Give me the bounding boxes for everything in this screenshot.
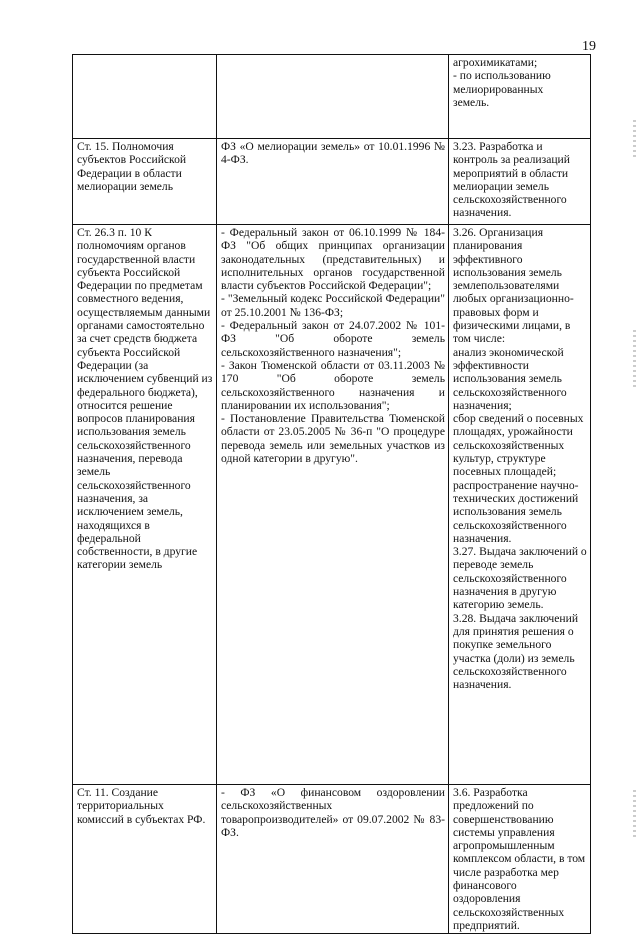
powers-item: 3.26. Организация планирования эффективного использования земель землепользователями любых организационно-правовых форм и физическими лицами, в том числе:: [453, 226, 574, 346]
scan-noise-top: [633, 120, 636, 160]
table-row: [73, 785, 591, 934]
powers-item: - по использованию: [453, 69, 551, 83]
table-row: [73, 55, 591, 139]
legislation-item: ФЗ «О мелиорации земель» от 10.01.1996 № 4-ФЗ.: [221, 140, 448, 167]
legislation-cell: [217, 55, 449, 139]
powers-cell: [449, 225, 591, 785]
article-cell: Ст. 26.3 п. 10 К полномочиям органов государственной власти субъекта Российской Федерации по предметам совместного ведения, осуществляемым данными органами самостоятельно за счет средств бюджета субъекта Российской Федерации (за исключением субвенций из федерального бюджета), относится решение вопросов планирования использования земель сельскохозяйственного назначения, перевода земель сельскохозяйственного назначения, за исключением земель, находящихся в федеральной собственности, в другие категории земель: [73, 225, 217, 785]
legislation-item: - ФЗ «О финансовом оздоровлении сельскохозяйственных товаропроизводителей» от 09.07.2002 № 83-ФЗ.: [221, 786, 448, 839]
powers-item: 3.27. Выдача заключений о переводе земель сельскохозяйственного назначения в другую категорию земель.: [453, 545, 590, 612]
powers-item: 3.28. Выдача заключений для принятия решения о покупке земельного участка (доли) из земель сельскохозяйственного назначения.: [453, 611, 581, 692]
legislation-item: - Постановление Правительства Тюменской области от 23.05.2005 № 36-п "О процедуре перевода земель или земельных участков из одной категории в другую".: [221, 412, 448, 466]
powers-cell: [449, 785, 591, 934]
article-cell: Ст. 15. Полномочия субъектов Российской Федерации в области мелиорации земель: [73, 139, 217, 225]
scan-noise-bottom: [633, 790, 636, 840]
legislation-item: - Федеральный закон от 24.07.2002 № 101-ФЗ "Об обороте земель сельскохозяйственного назначения";: [221, 319, 448, 359]
scan-noise-middle: [633, 330, 636, 390]
powers-item: агрохимикатами;: [453, 56, 538, 69]
table-row: [73, 225, 591, 785]
article-cell: [73, 55, 217, 139]
powers-item: 3.6. Разработка предложений по совершенствованию системы управления агропромышленным комплексом области, в том числе разработка мер финансового оздоровления сельскохозяйственных предприятий.: [453, 786, 589, 932]
legislation-item: - Закон Тюменской области от 03.11.2003 № 170 "Об обороте земель сельскохозяйственного назначения и планировании их использования";: [221, 358, 448, 412]
legislation-cell: [217, 225, 449, 785]
legislation-table: [72, 54, 591, 934]
legislation-cell: [217, 785, 449, 934]
powers-item: анализ экономической эффективности использования земель сельскохозяйственного назначения;: [453, 345, 570, 412]
legislation-item: - Федеральный закон от 06.10.1999 № 184-ФЗ "Об общих принципах организации законодательных (представительных) и исполнительных органов государственной власти субъектов Российской Федерации";: [221, 226, 448, 293]
powers-item: 3.23. Разработка и контроль за реализаций мероприятий в области мелиорации земель сельскохозяйственного назначения.: [453, 140, 573, 220]
powers-item: мелиорированных: [453, 82, 544, 96]
powers-cell: [449, 55, 591, 139]
powers-item: земель.: [453, 95, 490, 109]
page-number: 19: [582, 39, 596, 54]
powers-item: сбор сведений о посевных площадях, урожайности сельскохозяйственных культур, структуре посевных площадей;: [453, 412, 587, 479]
powers-item: распространение научно-технических достижений использования земель сельскохозяйственного назначения.: [453, 478, 582, 545]
article-cell: Ст. 11. Создание территориальных комиссий в субъектах РФ.: [73, 785, 217, 934]
powers-cell: [449, 139, 591, 225]
legislation-cell: [217, 139, 449, 225]
legislation-item: - "Земельный кодекс Российской Федерации" от 25.10.2001 № 136-ФЗ;: [221, 292, 448, 319]
table-row: [73, 139, 591, 225]
